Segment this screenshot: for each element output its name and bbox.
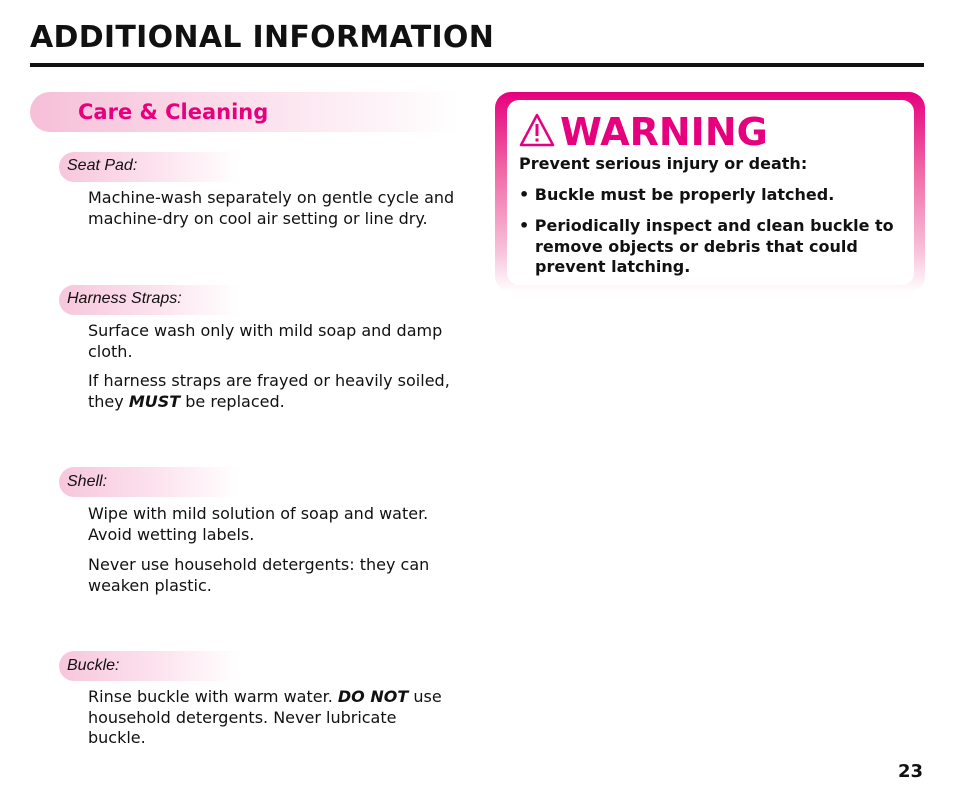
- emphasis-do-not: DO NOT: [337, 687, 409, 706]
- seat-pad-label: Seat Pad:: [67, 157, 138, 174]
- shell-text-2: Never use household detergents: they can weaken plastic.: [88, 555, 430, 595]
- warning-title: WARNING: [560, 110, 768, 154]
- title-rule: [30, 63, 924, 67]
- warning-intro: Prevent serious injury or death:: [519, 154, 808, 173]
- harness-straps-label: Harness Straps:: [67, 290, 182, 307]
- harness-straps-text-2: If harness straps are frayed or heavily soiled, they MUST be replaced.: [88, 371, 450, 411]
- emphasis-must: MUST: [128, 391, 181, 411]
- page-number: 23: [898, 761, 924, 782]
- harness-straps-text-1: Surface wash only with mild soap and damp cloth.: [88, 321, 443, 361]
- warning-triangle-icon: [519, 113, 555, 147]
- page-title: ADDITIONAL INFORMATION: [30, 20, 495, 55]
- warning-bullet-2: • Periodically inspect and clean buckle to remove objects or debris that could prevent latching.: [519, 216, 894, 276]
- section-title: Care & Cleaning: [78, 100, 269, 124]
- shell-label: Shell:: [67, 473, 108, 490]
- seat-pad-text: Machine-wash separately on gentle cycle and machine-dry on cool air setting or line dry.: [88, 188, 455, 228]
- buckle-label: Buckle:: [67, 657, 120, 674]
- shell-text-1: Wipe with mild solution of soap and water. Avoid wetting labels.: [88, 504, 429, 544]
- buckle-text: Rinse buckle with warm water. DO NOT use household detergents. Never lubricate buckle.: [88, 687, 442, 747]
- warning-bullet-1: • Buckle must be properly latched.: [519, 185, 835, 204]
